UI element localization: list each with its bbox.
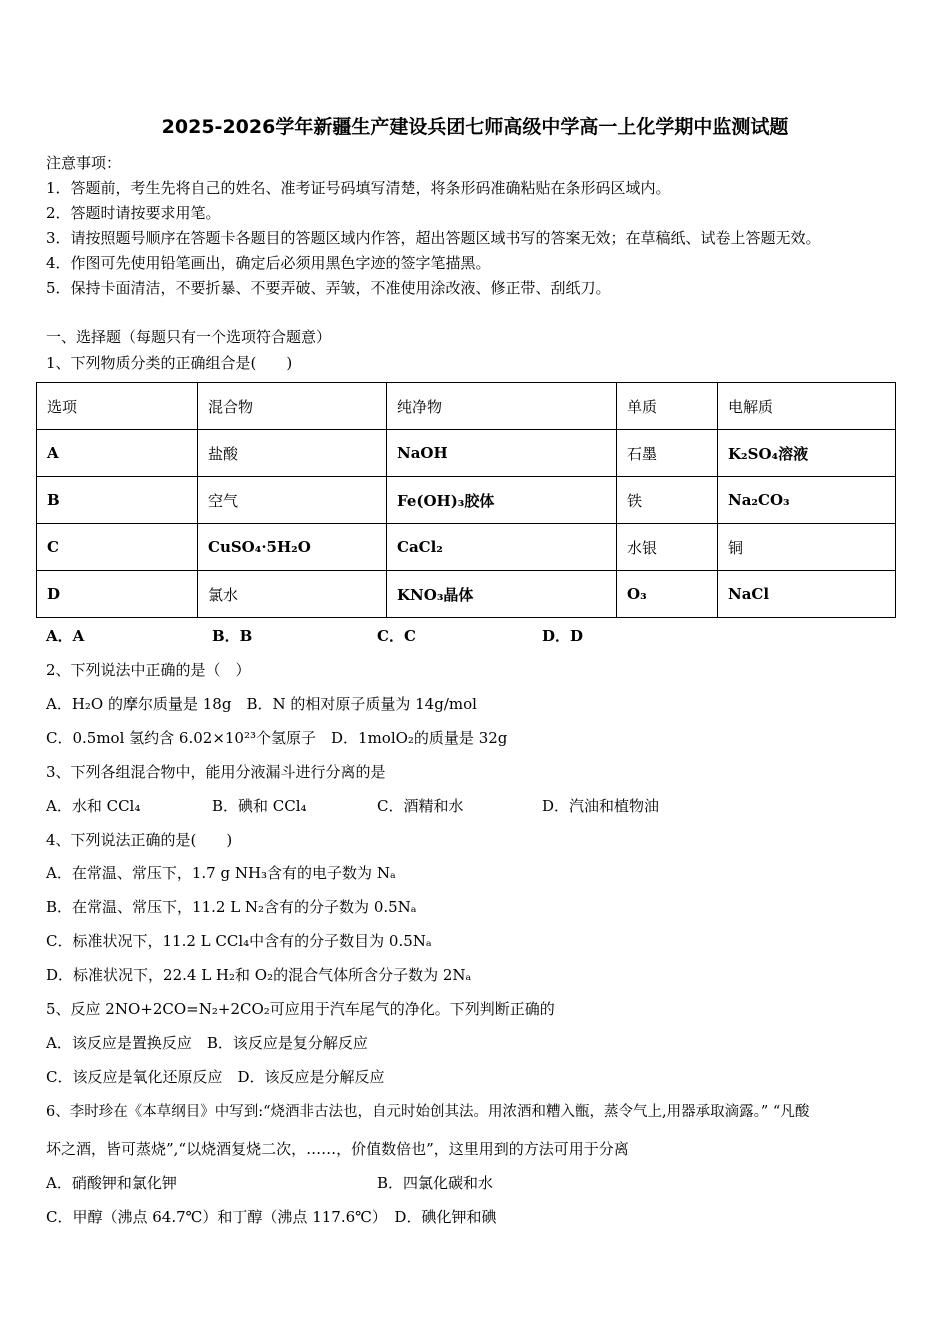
table-header: 纯净物 [387, 383, 617, 430]
table-cell: 水银 [617, 524, 718, 571]
section-heading: 一、选择题（每题只有一个选项符合题意） [46, 328, 332, 346]
table-cell: 盐酸 [198, 430, 387, 477]
table-cell: 铁 [617, 477, 718, 524]
table-cell: 石墨 [617, 430, 718, 477]
notice-item: 4．作图可先使用铅笔画出，确定后必须用黑色字迹的签字笔描黑。 [46, 254, 491, 272]
q2-options: C．0.5mol 氢约含 6.02×10²³个氢原子 D．1molO₂的质量是 32g [46, 729, 508, 747]
table-cell: CuSO₄·5H₂O [198, 524, 387, 571]
table-cell: Na₂CO₃ [718, 477, 896, 524]
table-cell: B [37, 477, 198, 524]
table-header: 单质 [617, 383, 718, 430]
table-header-row [37, 383, 896, 430]
table-row [37, 524, 896, 571]
q1-option-c: C．C [377, 627, 416, 645]
question-6-stem: 6、李时珍在《本草纲目》中写到:“烧酒非古法也，自元时始创其法。用浓酒和糟入甑，蒸令气上,用器承取滴露。” “凡酸 [46, 1104, 810, 1120]
notice-item: 1．答题前，考生先将自己的姓名、准考证号码填写清楚，将条形码准确粘贴在条形码区域内。 [46, 179, 671, 197]
question-2-stem: 2、下列说法中正确的是（ ） [46, 661, 251, 679]
table-cell: NaCl [718, 571, 896, 618]
q4-option: A．在常温、常压下，1.7 g NH₃含有的电子数为 Nₐ [46, 864, 396, 882]
table-header: 电解质 [718, 383, 896, 430]
table-cell: 铜 [718, 524, 896, 571]
table-row [37, 477, 896, 524]
q4-option: D．标准状况下，22.4 L H₂和 O₂的混合气体所含分子数为 2Nₐ [46, 966, 472, 984]
table-row [37, 571, 896, 618]
q6-option-b: B．四氯化碳和水 [377, 1174, 494, 1192]
table-cell: KNO₃晶体 [387, 571, 617, 618]
q4-option: C．标准状况下，11.2 L CCl₄中含有的分子数目为 0.5Nₐ [46, 932, 432, 950]
question-1-stem: 1、下列物质分类的正确组合是( ) [46, 354, 293, 372]
q6-option-a: A．硝酸钾和氯化钾 [46, 1174, 177, 1192]
table-header: 混合物 [198, 383, 387, 430]
classification-table [36, 382, 896, 618]
table-cell: A [37, 430, 198, 477]
q3-option-c: C．酒精和水 [377, 797, 464, 815]
question-5-stem: 5、反应 2NO+2CO=N₂+2CO₂可应用于汽车尾气的净化。下列判断正确的 [46, 1000, 555, 1018]
table-header: 选项 [37, 383, 198, 430]
q3-option-d: D．汽油和植物油 [542, 797, 660, 815]
question-6-stem-cont: 坏之酒，皆可蒸烧”,“以烧酒复烧二次，……，价值数倍也”，这里用到的方法可用于分离 [46, 1140, 629, 1158]
q1-option-d: D．D [542, 627, 584, 645]
table-cell: K₂SO₄溶液 [718, 430, 896, 477]
notice-item: 5．保持卡面清洁，不要折暴、不要弄破、弄皱，不准使用涂改液、修正带、刮纸刀。 [46, 279, 611, 297]
table-cell: O₃ [617, 571, 718, 618]
q2-options: A．H₂O 的摩尔质量是 18g B．N 的相对原子质量为 14g/mol [46, 695, 477, 713]
page-title: 2025-2026学年新疆生产建设兵团七师高级中学高一上化学期中监测试题 [161, 116, 789, 138]
q3-option-b: B．碘和 CCl₄ [212, 797, 307, 815]
table-cell: 氯水 [198, 571, 387, 618]
q1-option-a: A．A [46, 627, 85, 645]
table-cell: NaOH [387, 430, 617, 477]
table-cell: CaCl₂ [387, 524, 617, 571]
table-cell: D [37, 571, 198, 618]
q6-options-cd: C．甲醇（沸点 64.7℃）和丁醇（沸点 117.6℃） D．碘化钾和碘 [46, 1208, 497, 1226]
table-cell: C [37, 524, 198, 571]
table-row [37, 430, 896, 477]
q5-options: A．该反应是置换反应 B．该反应是复分解反应 [46, 1034, 368, 1052]
notice-item: 3．请按照题号顺序在答题卡各题目的答题区域内作答，超出答题区域书写的答案无效；在草稿纸、试卷上答题无效。 [46, 229, 821, 247]
q1-option-b: B．B [212, 627, 253, 645]
q3-option-a: A．水和 CCl₄ [46, 797, 141, 815]
table-cell: 空气 [198, 477, 387, 524]
notice-heading: 注意事项： [46, 154, 122, 172]
q5-options: C．该反应是氧化还原反应 D．该反应是分解反应 [46, 1068, 385, 1086]
question-3-stem: 3、下列各组混合物中，能用分液漏斗进行分离的是 [46, 763, 386, 781]
q4-option: B．在常温、常压下，11.2 L N₂含有的分子数为 0.5Nₐ [46, 898, 417, 916]
table-cell: Fe(OH)₃胶体 [387, 477, 617, 524]
notice-item: 2．答题时请按要求用笔。 [46, 204, 221, 222]
question-4-stem: 4、下列说法正确的是( ) [46, 831, 233, 849]
